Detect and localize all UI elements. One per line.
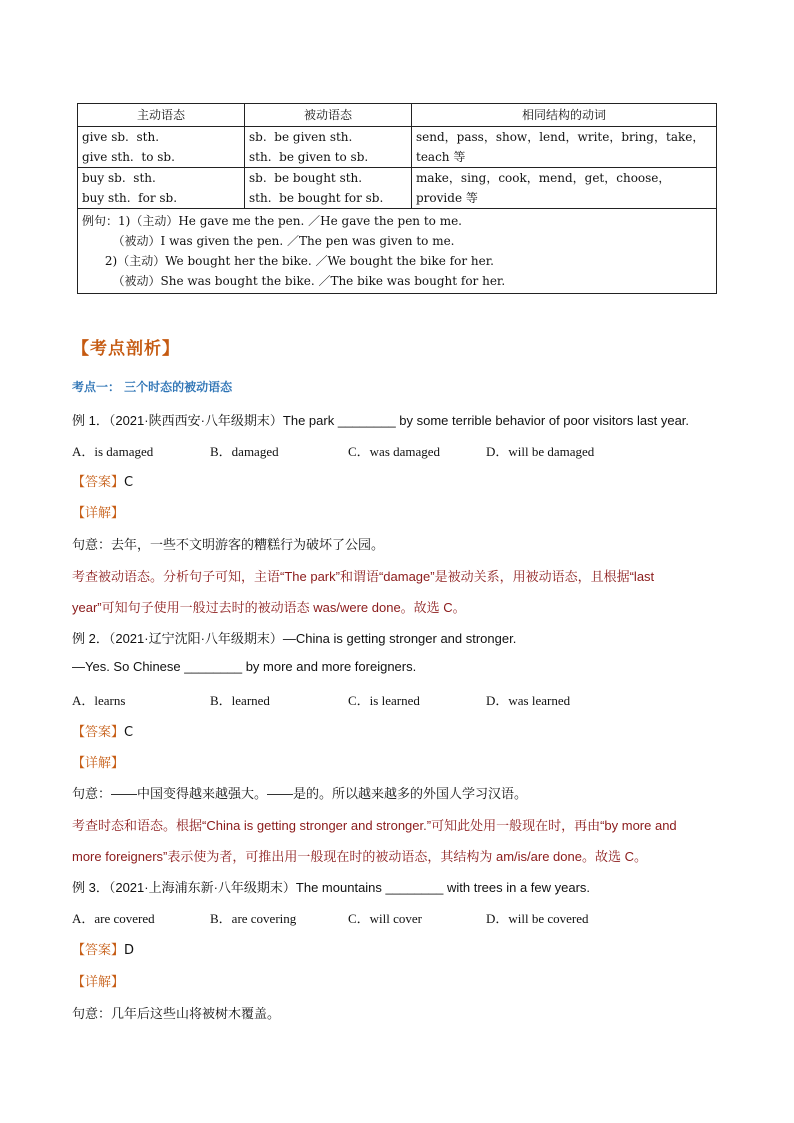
q1-option-c: C．was damaged bbox=[348, 444, 441, 459]
header-verbs: 相同结构的动词 bbox=[412, 104, 717, 127]
cell-verbs: send，pass，show，lend，write，bring，take，teach 等 bbox=[412, 127, 717, 168]
q3-option-d: D．will be covered bbox=[486, 911, 589, 926]
q1-analysis-line: year”可知句子使用一般过去时的被动语态 was/were done。故选 C。 bbox=[72, 600, 466, 615]
answer-value: C bbox=[124, 475, 134, 490]
cell-active bbox=[78, 168, 245, 209]
passive-line: sth. be given to sb. bbox=[249, 150, 369, 164]
q3-option-a: A．are covered bbox=[72, 911, 155, 926]
passive-line: sb. be bought sth. bbox=[249, 171, 363, 185]
answer-value: D bbox=[124, 943, 135, 958]
header-active: 主动语态 bbox=[78, 104, 245, 127]
q3-stem: 例 3．（2021·上海浦东新·八年级期末）The mountains ________ with trees in a few years. bbox=[72, 880, 591, 895]
q1-analysis-line: 考查被动语态。分析句子可知，主语“The park”和谓语“damage”是被动关系，用被动语态，且根据“last bbox=[72, 569, 655, 584]
q1-option-d: D．will be damaged bbox=[486, 444, 595, 459]
q1-stem: 例 1．（2021·陕西西安·八年级期末）The park ________ by some terrible behavior of poor visitors last year. bbox=[72, 413, 690, 428]
answer-value: C bbox=[124, 725, 134, 740]
q2-analysis-line: more foreigners”表示使为者，可推出用一般现在时的被动语态，其结构为 am/is/are done。故选 C。 bbox=[72, 849, 647, 864]
q2-stem-reply: —Yes. So Chinese ________ by more and more foreigners. bbox=[72, 659, 417, 674]
example-line: 2)（主动）We bought her the bike. ／We bought the bike for her. bbox=[82, 254, 494, 268]
cell-passive bbox=[245, 127, 412, 168]
answer-label: 【答案】 bbox=[72, 725, 125, 740]
q3-option-b: B．are covering bbox=[210, 911, 297, 926]
q2-meaning: 句意：——中国变得越来越强大。——是的。所以越来越多的外国人学习汉语。 bbox=[72, 786, 528, 801]
answer-label: 【答案】 bbox=[72, 475, 125, 490]
example-line: （被动）I was given the pen. ／The pen was given to me. bbox=[82, 234, 455, 248]
answer-label: 【答案】 bbox=[72, 943, 125, 958]
cell-examples bbox=[78, 209, 717, 294]
active-line: buy sb. sth. bbox=[82, 171, 156, 185]
q2-option-c: C．is learned bbox=[348, 693, 420, 708]
q2-detail-label: 【详解】 bbox=[72, 756, 125, 771]
q3-meaning: 句意：几年后这些山将被树木覆盖。 bbox=[72, 1006, 281, 1021]
example-line: 例句：1)（主动）He gave me the pen. ／He gave the pen to me. bbox=[82, 214, 462, 228]
q2-analysis-line: 考查时态和语态。根据“China is getting stronger and stronger.”可知此处用一般现在时，再由“by more and bbox=[72, 818, 677, 833]
q1-meaning: 句意：去年，一些不文明游客的糟糕行为破坏了公园。 bbox=[72, 537, 385, 552]
q3-option-c: C．will cover bbox=[348, 911, 423, 926]
cell-active bbox=[78, 127, 245, 168]
passive-line: sb. be given sth. bbox=[249, 130, 353, 144]
q1-option-a: A．is damaged bbox=[72, 444, 154, 459]
q1-detail-label: 【详解】 bbox=[72, 506, 125, 521]
q3-detail-label: 【详解】 bbox=[72, 975, 125, 990]
cell-verbs: make，sing，cook，mend，get，choose，provide 等 bbox=[412, 168, 717, 209]
example-line: （被动）She was bought the bike. ／The bike was bought for her. bbox=[82, 274, 506, 288]
q3-answer bbox=[72, 939, 134, 958]
q2-option-b: B．learned bbox=[210, 693, 270, 708]
passive-line: sth. be bought for sb. bbox=[249, 191, 384, 205]
table-row bbox=[78, 168, 717, 209]
table-examples-row bbox=[78, 209, 717, 294]
cell-passive bbox=[245, 168, 412, 209]
active-line: give sb. sth. bbox=[82, 130, 160, 144]
table-header-row bbox=[78, 104, 717, 127]
point-title: 考点一： 三个时态的被动语态 bbox=[72, 380, 233, 394]
q2-option-a: A．learns bbox=[72, 693, 126, 708]
q2-option-d: D．was learned bbox=[486, 693, 571, 708]
q2-answer bbox=[72, 721, 133, 740]
header-passive: 被动语态 bbox=[245, 104, 412, 127]
q1-answer bbox=[72, 471, 133, 490]
voice-comparison-table bbox=[77, 103, 717, 294]
q2-stem: 例 2．（2021·辽宁沈阳·八年级期末）—China is getting stronger and stronger. bbox=[72, 631, 517, 646]
section-title: 【考点剖析】 bbox=[72, 339, 180, 359]
active-line: give sth. to sb. bbox=[82, 150, 175, 164]
active-line: buy sth. for sb. bbox=[82, 191, 178, 205]
table-row bbox=[78, 127, 717, 168]
q1-option-b: B．damaged bbox=[210, 444, 279, 459]
